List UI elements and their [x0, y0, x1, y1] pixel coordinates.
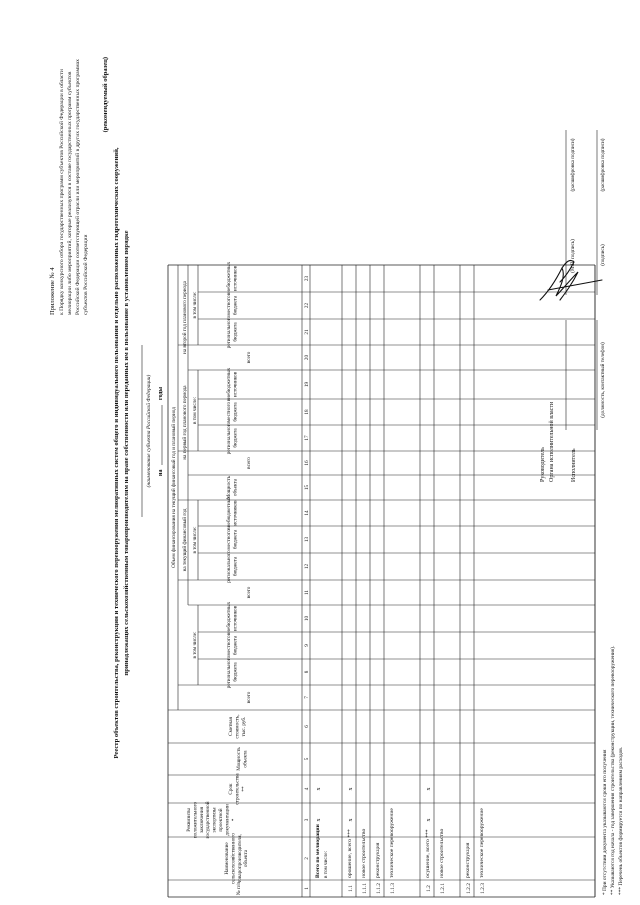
row-label: техническое перевооружение [389, 808, 395, 878]
header-local: местного [226, 635, 232, 656]
header-requisites: Реквизиты [186, 808, 192, 832]
header-local: бюджета [232, 529, 239, 550]
on-label: на [158, 469, 164, 476]
header-offbudget: внебюджетных [226, 601, 232, 636]
header-capacity: Мощность [236, 747, 242, 771]
column-number: 21 [304, 329, 310, 335]
appendix-title: Приложение № 4 [49, 267, 56, 315]
column-number: 12 [304, 563, 310, 570]
header-requisites: проектной [218, 808, 224, 832]
header-name: Наименование [224, 842, 230, 875]
row-number: 1.1 [348, 885, 354, 892]
header-requisites: экспертизы [211, 807, 218, 833]
header-offbudget: внебюджетных [226, 261, 232, 296]
header-requisites: государственной [205, 801, 212, 839]
column-number: 9 [304, 644, 310, 647]
row-label: Всего по мелиорации [315, 824, 321, 878]
decode-caption: (расшифровка подписи) [570, 138, 576, 192]
header-local: местного [226, 295, 232, 316]
header-regional: регионального [226, 655, 232, 689]
position-caption: (должность, контактный телефон) [600, 342, 606, 418]
header-local: местного [226, 401, 232, 423]
row-label: орошение, всего *** [347, 829, 353, 878]
row-number: 1.2.3 [480, 883, 486, 894]
signature-caption: (подпись) [600, 244, 606, 266]
header-capacity-short: объекта [232, 478, 239, 497]
column-number: 5 [304, 757, 310, 761]
appendix-line: к Порядку конкурсного отбора государственных программ субъектов Российской Федерации в области [59, 69, 65, 315]
header-offbudget: источников [232, 500, 239, 526]
header-offbudget: внебюджетных [226, 367, 232, 402]
cell-mark: x [316, 818, 322, 822]
row-label: реконструкция [375, 842, 381, 878]
header-cost: Сметная [228, 717, 234, 736]
column-number: 23 [304, 275, 310, 282]
header-regional: бюджета [232, 428, 239, 448]
header-requisites: заключения [198, 807, 205, 833]
cell-mark: x [348, 787, 354, 791]
row-number: 1.1.1 [362, 883, 368, 894]
sample-note: (рекомендуемый образец) [102, 57, 109, 133]
header-local: бюджета [232, 402, 239, 422]
column-number: 13 [304, 536, 310, 543]
header-including: в том числе: [192, 396, 198, 425]
header-regional: регионального [226, 550, 232, 583]
header-capacity-short: Мощность [226, 475, 232, 500]
header-total: всего [246, 691, 252, 704]
footnote: * При отсутствии документа указываются сроки его получения [602, 749, 608, 895]
header-regional: бюджета [232, 556, 239, 577]
header-offbudget: источников [232, 371, 239, 398]
column-number: 6 [304, 725, 310, 728]
row-number: 1.1.2 [376, 883, 382, 894]
column-number: 22 [304, 302, 310, 309]
header-cost: стоимость, [234, 714, 241, 739]
column-number: 4 [304, 787, 310, 791]
header-current-year: на текущий финансовый год [182, 508, 188, 572]
column-number: 20 [304, 354, 310, 361]
row-label: реконструкция [465, 842, 471, 878]
cell-mark: x [426, 787, 432, 791]
header-num: № п/п [236, 881, 242, 896]
row-label: новое строительство [361, 828, 367, 878]
header-offbudget: внебюджетных [226, 496, 232, 530]
column-number: 17 [304, 435, 310, 441]
column-number: 19 [304, 381, 310, 388]
header-regional: регионального [226, 315, 232, 349]
column-number: 14 [304, 510, 310, 516]
row-number: 1.2.1 [440, 883, 446, 894]
cell-mark: x [316, 787, 322, 791]
row-label: новое строительство [439, 828, 445, 878]
header-offbudget: источников [232, 605, 239, 632]
header-offbudget: источников [232, 265, 239, 292]
row-label: техническое перевооружение [479, 808, 485, 878]
cell-mark: x [426, 818, 432, 822]
header-cost: тыс. руб. [240, 716, 247, 737]
column-number: 15 [304, 484, 310, 491]
years-label: годы [158, 386, 164, 400]
document-title-line: принадлежащих сельскохозяйственным товаропроизводителям на праве собственности или переданных им в пользование в установленном порядке [123, 230, 130, 676]
header-capacity: объекта [242, 750, 249, 768]
header-total: всего [246, 457, 252, 469]
row-number: 1.2 [426, 885, 432, 892]
document-title-line: Реестр объектов строительства, реконструкции и технического перевооружения мелиоративных систем общего и индивидуального пользования и отдельно расположенных гидротехнических сооружений, [113, 147, 120, 759]
header-regional: бюджета [232, 322, 239, 342]
header-total: всего [246, 586, 252, 599]
header-term: Срок [228, 783, 234, 795]
header-total: всего [246, 351, 252, 364]
header-term: ** [240, 786, 247, 792]
appendix-line: субъектов Российской Федерации [83, 234, 89, 315]
decode-caption: (расшифровка подписи) [600, 138, 606, 192]
header-name: товаропроизводителя, [236, 834, 243, 883]
footnote: ** Указываются год начала - год завершения строительства (реконструкции, технического перевооружения). [610, 645, 616, 895]
row-sublabel: в том числе: [323, 850, 329, 878]
column-number: 11 [304, 590, 310, 595]
column-number: 10 [304, 615, 310, 622]
footnote: *** Перечень объектов формируется по направлениям расходов. [618, 746, 624, 895]
appendix-line: мелиорации либо мероприятий, которые реализуются в составе государственных программ субъектов [67, 71, 73, 315]
stamp-caption: (М.П. подпись) [570, 239, 576, 273]
cell-mark: x [348, 818, 354, 822]
header-including: в том числе: [192, 631, 198, 659]
head-title: Руководитель [540, 447, 546, 482]
header-including: в том числе: [192, 291, 198, 319]
header-requisites: * [230, 818, 237, 822]
header-local: бюджета [232, 295, 239, 316]
header-name: объекта [243, 849, 250, 868]
header-term: строительства [234, 773, 241, 805]
header-regional: бюджета [232, 662, 239, 682]
header-requisites: документации [224, 804, 231, 836]
header-first-plan-year: на первый год планового периода [182, 385, 188, 460]
appendix-line: Российской Федерации соответствующей отрасли или мероприятий в других государственных программах [75, 59, 81, 315]
header-requisites: положительного [192, 801, 199, 839]
column-number: 18 [304, 409, 310, 415]
header-name: сельскохозяйственного [230, 833, 237, 884]
row-number: 1.2.2 [466, 883, 472, 894]
column-number: 16 [304, 460, 310, 466]
column-number: 7 [304, 696, 310, 699]
row-label: осушение, всего *** [425, 829, 431, 878]
header-including: в том числе: [192, 526, 198, 554]
row-number: 1.1.3 [390, 883, 396, 894]
column-number: 1 [304, 887, 310, 890]
column-number: 2 [304, 857, 310, 860]
header-local: бюджета [232, 635, 239, 656]
region-caption: (наименование субъекта Российской Федерации) [146, 374, 152, 488]
head-title: Органа исполнительной власти [549, 401, 555, 482]
executor-label: Исполнитель [571, 448, 577, 482]
header-local: местного [226, 529, 232, 550]
column-number: 8 [304, 670, 310, 674]
header-second-plan-year: на второй год планового периода [182, 281, 188, 354]
column-number: 3 [304, 818, 310, 822]
header-financing: Объем финансирования на текущий финансовый год и плановый период [171, 407, 177, 568]
header-regional: регионального [226, 421, 232, 455]
